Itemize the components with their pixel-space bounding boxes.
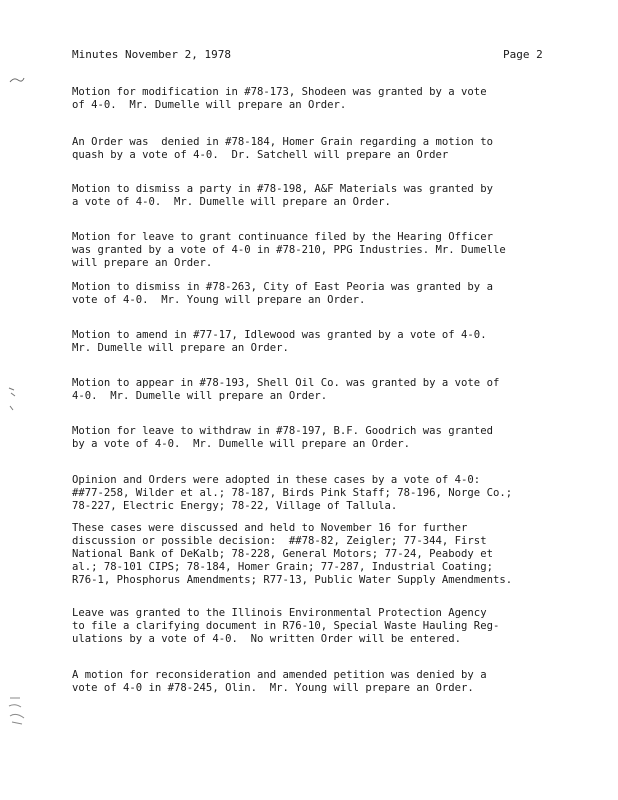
paragraph-af-materials: Motion to dismiss a party in #78-198, A&F Materials was granted by a vote of 4-0. Mr. Dumelle will prepare an Order.	[72, 183, 493, 208]
paragraph-east-peoria: Motion to dismiss in #78-263, City of East Peoria was granted by a vote of 4-0. Mr. Young will prepare an Order.	[72, 281, 493, 306]
page-number: Page 2	[503, 48, 543, 61]
paragraph-opinions-adopted: Opinion and Orders were adopted in these cases by a vote of 4-0: ##77-258, Wilder et al.; 78-187, Birds Pink Staff; 78-196, Norge Co.; 78-227, Electric Energy; 78-22, Village of Tallula.	[72, 474, 513, 512]
paragraph-bf-goodrich: Motion for leave to withdraw in #78-197, B.F. Goodrich was granted by a vote of 4-0. Mr. Dumelle will prepare an Order.	[72, 425, 493, 450]
minutes-date-header: Minutes November 2, 1978	[72, 48, 231, 61]
paragraph-shodeen: Motion for modification in #78-173, Shodeen was granted by a vote of 4-0. Mr. Dumelle will prepare an Order.	[72, 86, 487, 111]
paragraph-ppg-industries: Motion for leave to grant continuance filed by the Hearing Officer was granted by a vote of 4-0 in #78-210, PPG Industries. Mr. Dumelle will prepare an Order.	[72, 231, 506, 269]
paragraph-cases-held: These cases were discussed and held to November 16 for further discussion or possible decision: ##78-82, Zeigler; 77-344, First National Bank of DeKalb; 78-228, General Motors; 77-24, Peabody et al.; 78-101 CIPS; 78-184, Homer Grain; 77-287, Industrial Coating; R76-1, Phosphorus Amendments; R77-13, Public Water Supply Amendments.	[72, 522, 513, 586]
scan-speck-mark	[6, 384, 20, 414]
paragraph-homer-grain: An Order was denied in #78-184, Homer Grain regarding a motion to quash by a vote of 4-0. Dr. Satchell will prepare an Order	[72, 136, 493, 161]
paragraph-shell-oil: Motion to appear in #78-193, Shell Oil Co. was granted by a vote of 4-0. Mr. Dumelle will prepare an Order.	[72, 377, 500, 402]
scan-speck-mark	[6, 694, 28, 728]
paragraph-iepa-leave: Leave was granted to the Illinois Environmental Protection Agency to file a clarifying document in R76-10, Special Waste Hauling Reg- ulations by a vote of 4-0. No written Order will be entered.	[72, 607, 500, 645]
paragraph-olin: A motion for reconsideration and amended petition was denied by a vote of 4-0 in #78-245, Olin. Mr. Young will prepare an Order.	[72, 669, 487, 694]
scan-speck-mark	[8, 74, 26, 86]
paragraph-idlewood: Motion to amend in #77-17, Idlewood was granted by a vote of 4-0. Mr. Dumelle will prepare an Order.	[72, 329, 487, 354]
